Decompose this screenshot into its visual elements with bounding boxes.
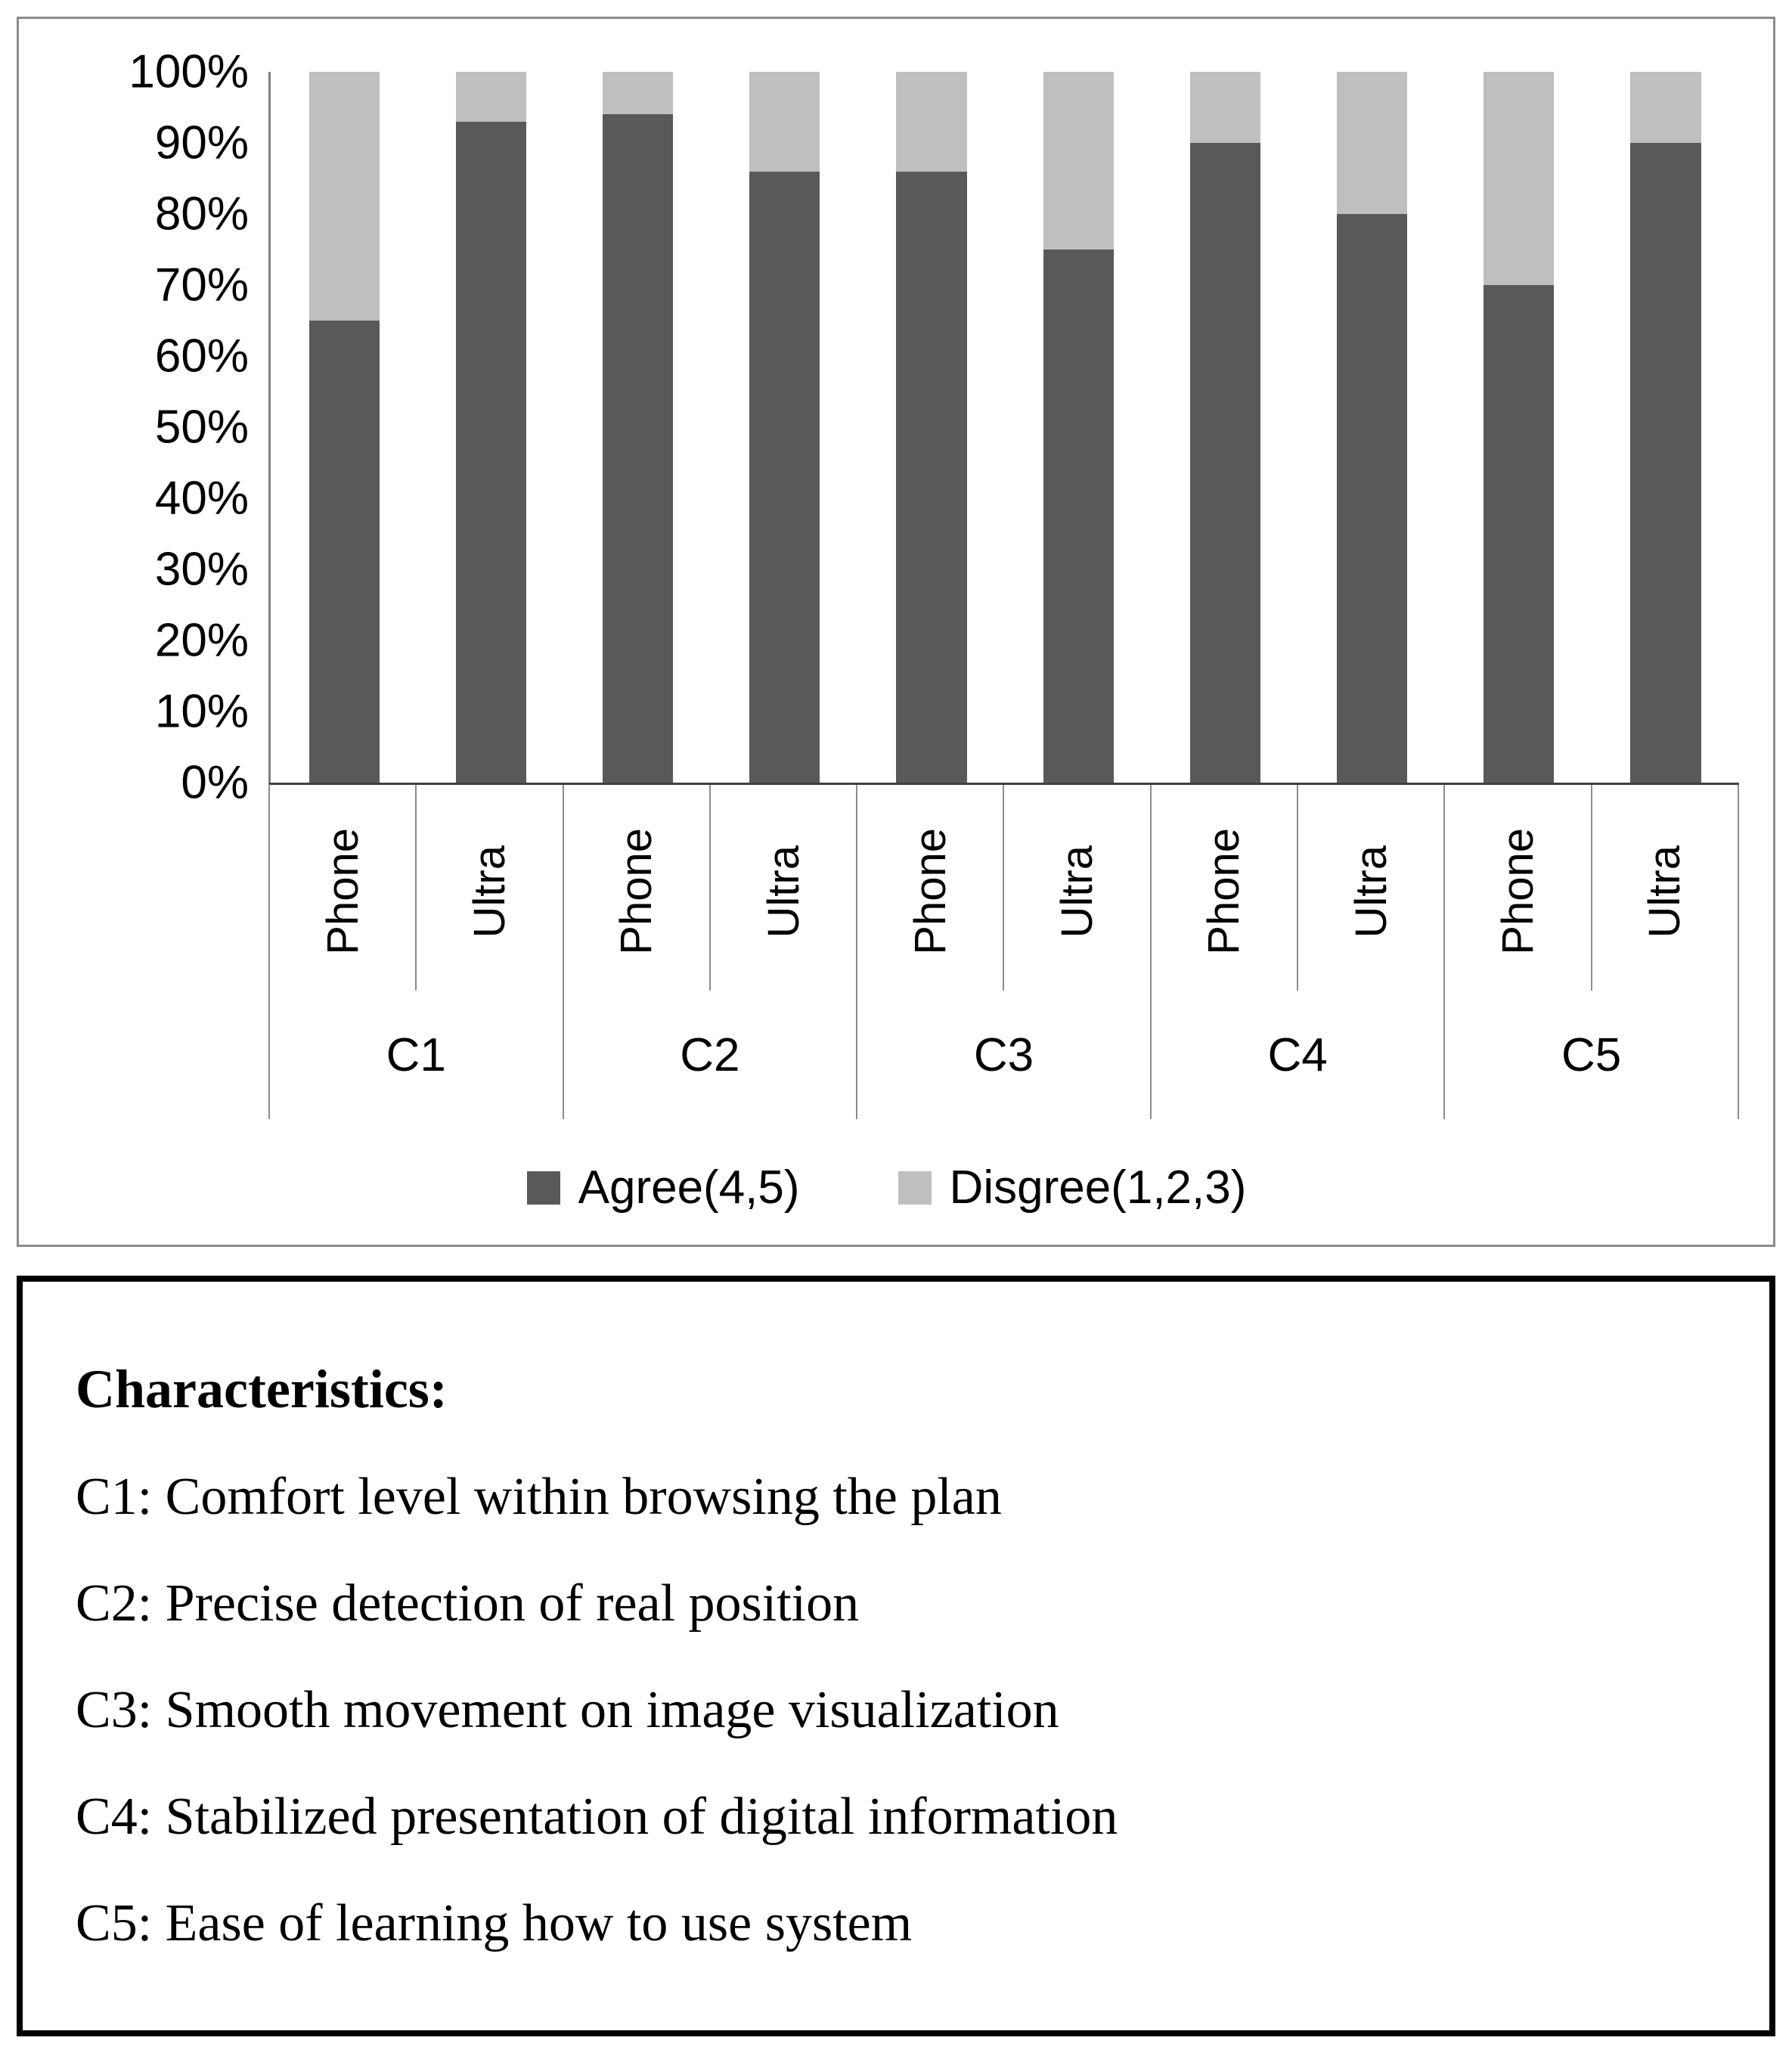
x-sub-label: Ultra — [1346, 845, 1396, 938]
bar-segment-disgree — [896, 72, 966, 172]
x-sub-label: Ultra — [464, 845, 514, 938]
stacked-bar — [1043, 72, 1114, 783]
plot-area — [268, 72, 1739, 783]
x-sub-label-cell — [1592, 785, 1739, 991]
bar-segment-disgree — [603, 72, 673, 114]
stacked-bar — [749, 72, 820, 783]
bar-cell — [1005, 72, 1152, 783]
y-tick-label: 50% — [154, 401, 249, 454]
bar-cell — [858, 72, 1005, 783]
group-label-row — [268, 991, 1739, 1119]
bar-segment-disgree — [1190, 72, 1260, 143]
x-group-label: C5 — [1561, 1028, 1622, 1081]
characteristic-item: C1: Comfort level within browsing the plan — [76, 1468, 1002, 1526]
y-tick-label: 0% — [181, 756, 249, 809]
y-tick-label: 10% — [154, 685, 249, 738]
bar-segment-disgree — [1630, 72, 1701, 143]
x-group-label: C4 — [1267, 1028, 1328, 1081]
x-sub-label-cell — [711, 785, 857, 991]
legend — [34, 1161, 1739, 1214]
bar-cell — [712, 72, 858, 783]
x-sub-label-cell — [1298, 785, 1445, 991]
x-sub-label-cell — [857, 785, 1004, 991]
bar-cell — [1592, 72, 1739, 783]
y-axis — [34, 45, 268, 809]
characteristics-box — [17, 1276, 1775, 2036]
bar-segment-agree — [1043, 250, 1114, 783]
bar-segment-disgree — [456, 72, 526, 122]
x-sub-label-cell — [1445, 785, 1592, 991]
x-group-label-cell — [270, 991, 564, 1119]
x-sub-label-cell — [1152, 785, 1298, 991]
bar-cell — [564, 72, 711, 783]
x-group-label-cell — [1445, 991, 1739, 1119]
bar-segment-disgree — [309, 72, 380, 321]
x-sub-label: Phone — [905, 828, 955, 955]
bar-segment-disgree — [1337, 72, 1407, 214]
sub-label-row — [268, 783, 1739, 991]
legend-label: Agree(4,5) — [578, 1161, 800, 1214]
x-group-label-cell — [1152, 991, 1446, 1119]
y-tick-label: 30% — [154, 543, 249, 596]
y-tick-label: 60% — [154, 330, 249, 383]
x-group-label-cell — [857, 991, 1152, 1119]
x-sub-label: Phone — [1493, 828, 1543, 955]
stacked-bar — [309, 72, 380, 783]
x-sub-label-cell — [564, 785, 711, 991]
characteristic-item: C2: Precise detection of real position — [76, 1574, 860, 1633]
x-sub-label: Phone — [612, 828, 662, 955]
bar-cell — [271, 72, 417, 783]
characteristic-item: C3: Smooth movement on image visualization — [76, 1681, 1059, 1739]
bar-segment-agree — [456, 122, 526, 783]
bar-segment-disgree — [1043, 72, 1114, 250]
y-tick-label: 40% — [154, 472, 249, 525]
legend-item — [527, 1161, 800, 1214]
bar-segment-agree — [896, 172, 966, 783]
x-sub-label: Ultra — [1053, 845, 1102, 938]
x-group-label: C1 — [386, 1028, 446, 1081]
stacked-bar — [896, 72, 966, 783]
bar-segment-agree — [1190, 143, 1260, 783]
stacked-bar — [603, 72, 673, 783]
y-tick-label: 80% — [154, 188, 249, 240]
characteristic-item: C4: Stabilized presentation of digital information — [76, 1788, 1118, 1846]
stacked-bar — [1630, 72, 1701, 783]
bar-segment-agree — [1484, 285, 1554, 783]
x-sub-label-cell — [1004, 785, 1151, 991]
characteristics-title: Characteristics: — [76, 1359, 448, 1419]
bar-segment-disgree — [1484, 72, 1554, 285]
legend-swatch — [898, 1171, 932, 1205]
chart-grid — [34, 45, 1739, 1119]
x-group-label: C2 — [680, 1028, 740, 1081]
x-group-label-cell — [564, 991, 858, 1119]
bar-cell — [1446, 72, 1592, 783]
bar-cell — [1298, 72, 1445, 783]
stacked-bar — [1337, 72, 1407, 783]
bar-cell — [1152, 72, 1298, 783]
x-sub-label: Ultra — [758, 845, 808, 938]
bar-segment-agree — [603, 114, 673, 783]
y-tick-label: 20% — [154, 614, 249, 667]
y-tick-label: 100% — [129, 45, 249, 98]
legend-label: Disgree(1,2,3) — [949, 1161, 1247, 1214]
stacked-bar — [456, 72, 526, 783]
x-group-label: C3 — [973, 1028, 1034, 1081]
chart-panel — [17, 17, 1775, 1247]
x-sub-label-cell — [417, 785, 563, 991]
bar-segment-agree — [749, 172, 820, 783]
x-sub-label: Ultra — [1640, 845, 1690, 938]
bar-segment-agree — [1630, 143, 1701, 783]
x-sub-label: Phone — [1199, 828, 1249, 955]
bar-segment-disgree — [749, 72, 820, 172]
stacked-bar — [1190, 72, 1260, 783]
x-sub-label-cell — [270, 785, 417, 991]
legend-item — [898, 1161, 1247, 1214]
x-sub-label: Phone — [318, 828, 367, 955]
bar-segment-agree — [309, 321, 380, 783]
bar-cell — [417, 72, 564, 783]
legend-swatch — [527, 1171, 560, 1205]
stacked-bar — [1484, 72, 1554, 783]
y-tick-label: 70% — [154, 259, 249, 312]
bar-segment-agree — [1337, 214, 1407, 783]
y-tick-label: 90% — [154, 116, 249, 169]
characteristic-item: C5: Ease of learning how to use system — [76, 1894, 913, 1952]
